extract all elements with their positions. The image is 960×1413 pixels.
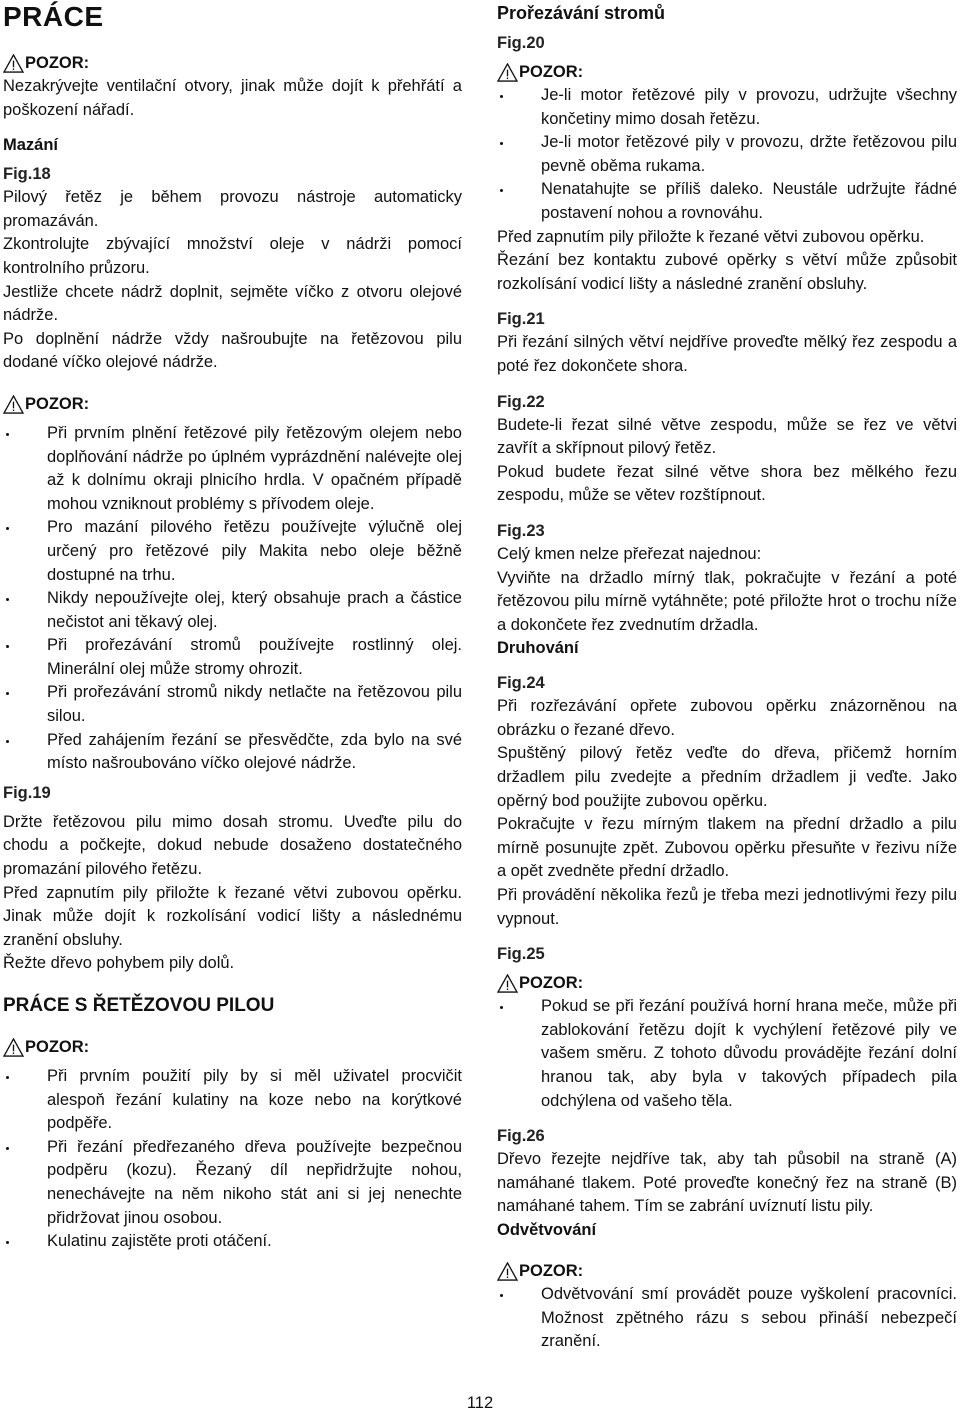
paragraph: Pokud budete řezat silné větve shora bez mělkého řezu zespodu, může se větev rozštípnout.	[497, 462, 957, 505]
list-item: Při prořezávání stromů nikdy netlačte na řetězovou pilu silou.	[3, 681, 462, 728]
fig-20-label: Fig.20	[497, 34, 545, 52]
warning-heading	[497, 1260, 957, 1283]
subheading-druhovani: Druhování	[497, 639, 579, 658]
list-item: Před zahájením řezání se přesvědčte, zda bylo na své místo našroubováno víčko olejové nádrže.	[3, 729, 462, 776]
paragraph: Vyviňte na držadlo mírný tlak, pokračujte v řezání a poté řetězovou pilu mírně vytáhněte; poté přiložte hrot o trochu níže a dokončete řez zvednutím držadla.	[497, 568, 957, 634]
warning-heading	[497, 972, 957, 995]
paragraph: Před zapnutím pily přiložte k řezané větvi zubovou opěrku. Jinak může dojít k rozkolísání vodicí lišty a následnému zranění obsluhy.	[3, 883, 462, 949]
paragraph: Po doplnění nádrže vždy našroubujte na řetězovou pilu dodané víčko olejové nádrže.	[3, 329, 462, 372]
warning-label: POZOR:	[519, 974, 584, 993]
right-column	[497, 0, 957, 1354]
paragraph: Jestliže chcete nádrž doplnit, sejměte víčko z otvoru olejové nádrže.	[3, 282, 462, 325]
warning-triangle-icon	[3, 54, 24, 73]
warning-label: POZOR:	[25, 394, 90, 413]
paragraph: Při provádění několika řezů je třeba mezi jednotlivými řezy pilu vypnout.	[497, 886, 957, 928]
list-item: Odvětvování smí provádět pouze vyškolení pracovníci. Možnost zpětného rázu s sebou přináší nebezpečí zranění.	[497, 1283, 957, 1354]
fig-23-label: Fig.23	[497, 521, 545, 540]
fig-21-label: Fig.21	[497, 310, 545, 329]
chainsaw-warning-list	[3, 1065, 462, 1254]
pruning-warning-list	[497, 84, 957, 226]
fig-19-label: Fig.19	[3, 783, 51, 802]
warning-heading	[497, 61, 957, 84]
paragraph: Držte řetězovou pilu mimo dosah stromu. Uveďte pilu do chodu a počkejte, dokud nebude dosaženo dostatečného promazání pilového řetězu.	[3, 812, 462, 879]
left-column	[3, 0, 462, 1254]
list-item: Je-li motor řetězové pily v provozu, držte řetězovou pilu pevně oběma rukama.	[497, 131, 957, 178]
section-title-prace: PRÁCE	[3, 1, 104, 32]
list-item: Při prvním použití pily by si měl uživatel procvičit alespoň řezání kulatiny na koze nebo na korýtkové podpěře.	[3, 1065, 462, 1136]
warning-triangle-icon	[3, 395, 24, 414]
warning-triangle-icon	[497, 974, 518, 993]
delimbing-warning-list	[497, 1283, 957, 1354]
paragraph: Před zapnutím pily přiložte k řezané větvi zubovou opěrku.	[497, 227, 925, 246]
list-item: Nikdy nepoužívejte olej, který obsahuje prach a částice nečistot ani těkavý olej.	[3, 587, 462, 634]
warning-heading	[3, 393, 462, 416]
fig-25-label: Fig.25	[497, 945, 545, 964]
list-item: Nenatahujte se příliš daleko. Neustále udržujte řádné postavení nohou a rovnováhu.	[497, 178, 957, 225]
fig-22-label: Fig.22	[497, 392, 545, 411]
list-item: Kulatinu zajistěte proti otáčení.	[3, 1230, 462, 1254]
page-number: 112	[466, 1394, 494, 1412]
warning-heading	[3, 1036, 462, 1059]
paragraph: Dřevo řezejte nejdříve tak, aby tah působil na straně (A) namáhané tlakem. Poté proveďte konečný řez na straně (B) namáhané tahem. Tím se zabrání uvíznutí listu pily.	[497, 1150, 957, 1216]
paragraph: Pokračujte v řezu mírným tlakem na přední držadlo a pilu mírně posunujte zpět. Zubovou opěrku přesuňte v řezivu níže a opět zvedněte přední držadlo.	[497, 815, 957, 881]
warning-label: POZOR:	[519, 1261, 584, 1280]
list-item: Je-li motor řetězové pily v provozu, udržujte všechny končetiny mimo dosah řetězu.	[497, 84, 957, 131]
warning-label: POZOR:	[25, 1038, 90, 1056]
list-item: Při prvním plnění řetězové pily řetězovým olejem nebo doplňování nádrže po úplném vyprázdnění nalévejte olej až k dolnímu okraji plnicího hrdla. V opačném případě mohou vzniknout problémy s přívodem oleje.	[3, 422, 462, 516]
warning-triangle-icon	[3, 1038, 24, 1057]
warning-triangle-icon	[497, 1262, 518, 1281]
subheading-mazani: Mazání	[3, 136, 59, 155]
paragraph: Budete-li řezat silné větve zespodu, může se řez ve větvi zavřít a skřípnout pilový řetěz.	[497, 415, 957, 458]
warning-heading	[3, 52, 462, 75]
paragraph: Zkontrolujte zbývající množství oleje v nádrži pomocí kontrolního průzoru.	[3, 235, 462, 277]
fig-26-label: Fig.26	[497, 1127, 545, 1146]
paragraph: Při řezání silných větví nejdříve proveďte mělký řez zespodu a poté řez dokončete shora.	[497, 333, 957, 375]
warning-label: POZOR:	[25, 54, 90, 72]
paragraph: Řezání bez kontaktu zubové opěrky s větví může způsobit rozkolísání vodicí lišty a následné zranění obsluhy.	[497, 251, 957, 293]
ventilation-warning-text: Nezakrývejte ventilační otvory, jinak může dojít k přehřátí a poškození nářadí.	[3, 77, 462, 119]
oil-warning-list	[3, 422, 462, 776]
warning-triangle-icon	[497, 63, 518, 82]
fig-24-label: Fig.24	[497, 674, 545, 693]
list-item: Při řezání předřezaného dřeva používejte bezpečnou podpěru (kozu). Řezaný díl nepřidržujte nohou, nenechávejte na něm nikoho stát ani si jej nenechte přidržovat jinou osobou.	[3, 1136, 462, 1230]
subheading-odvetvovani: Odvětvování	[497, 1220, 597, 1239]
list-item: Pokud se při řezání používá horní hrana meče, může při zablokování řetězu dojít k vychýlení řetězové pily ve vašem směru. Z tohoto důvodu provádějte řezání dolní hranou tak, aby byla v takových případech pila odchýlena od vašeho těla.	[497, 995, 957, 1113]
paragraph: Celý kmen nelze přeřezat najednou:	[497, 544, 762, 563]
fig-18-label: Fig.18	[3, 165, 51, 184]
kickback-warning-list	[497, 995, 957, 1113]
warning-label: POZOR:	[519, 63, 584, 81]
paragraph: Spuštěný pilový řetěz veďte do dřeva, přičemž horním držadlem pilu zvedejte a předním držadlem ji veďte. Jako opěrný bod použijte zubovou opěrku.	[497, 744, 957, 810]
list-item: Při prořezávání stromů používejte rostlinný olej. Minerální olej může stromy ohrozit.	[3, 634, 462, 681]
section-title-chainsaw-work: PRÁCE S ŘETĚZOVOU PILOU	[3, 995, 275, 1016]
paragraph: Řežte dřevo pohybem pily dolů.	[3, 954, 235, 973]
paragraph: Pilový řetěz je během provozu nástroje automaticky promazáván.	[3, 188, 462, 230]
list-item: Pro mazání pilového řetězu používejte výlučně olej určený pro řetězové pily Makita nebo oleje běžně dostupné na trhu.	[3, 516, 462, 587]
subheading-tree-pruning: Prořezávání stromů	[497, 3, 666, 23]
paragraph: Při rozřezávání opřete zubovou opěrku znázorněnou na obrázku o řezané dřevo.	[497, 697, 957, 739]
